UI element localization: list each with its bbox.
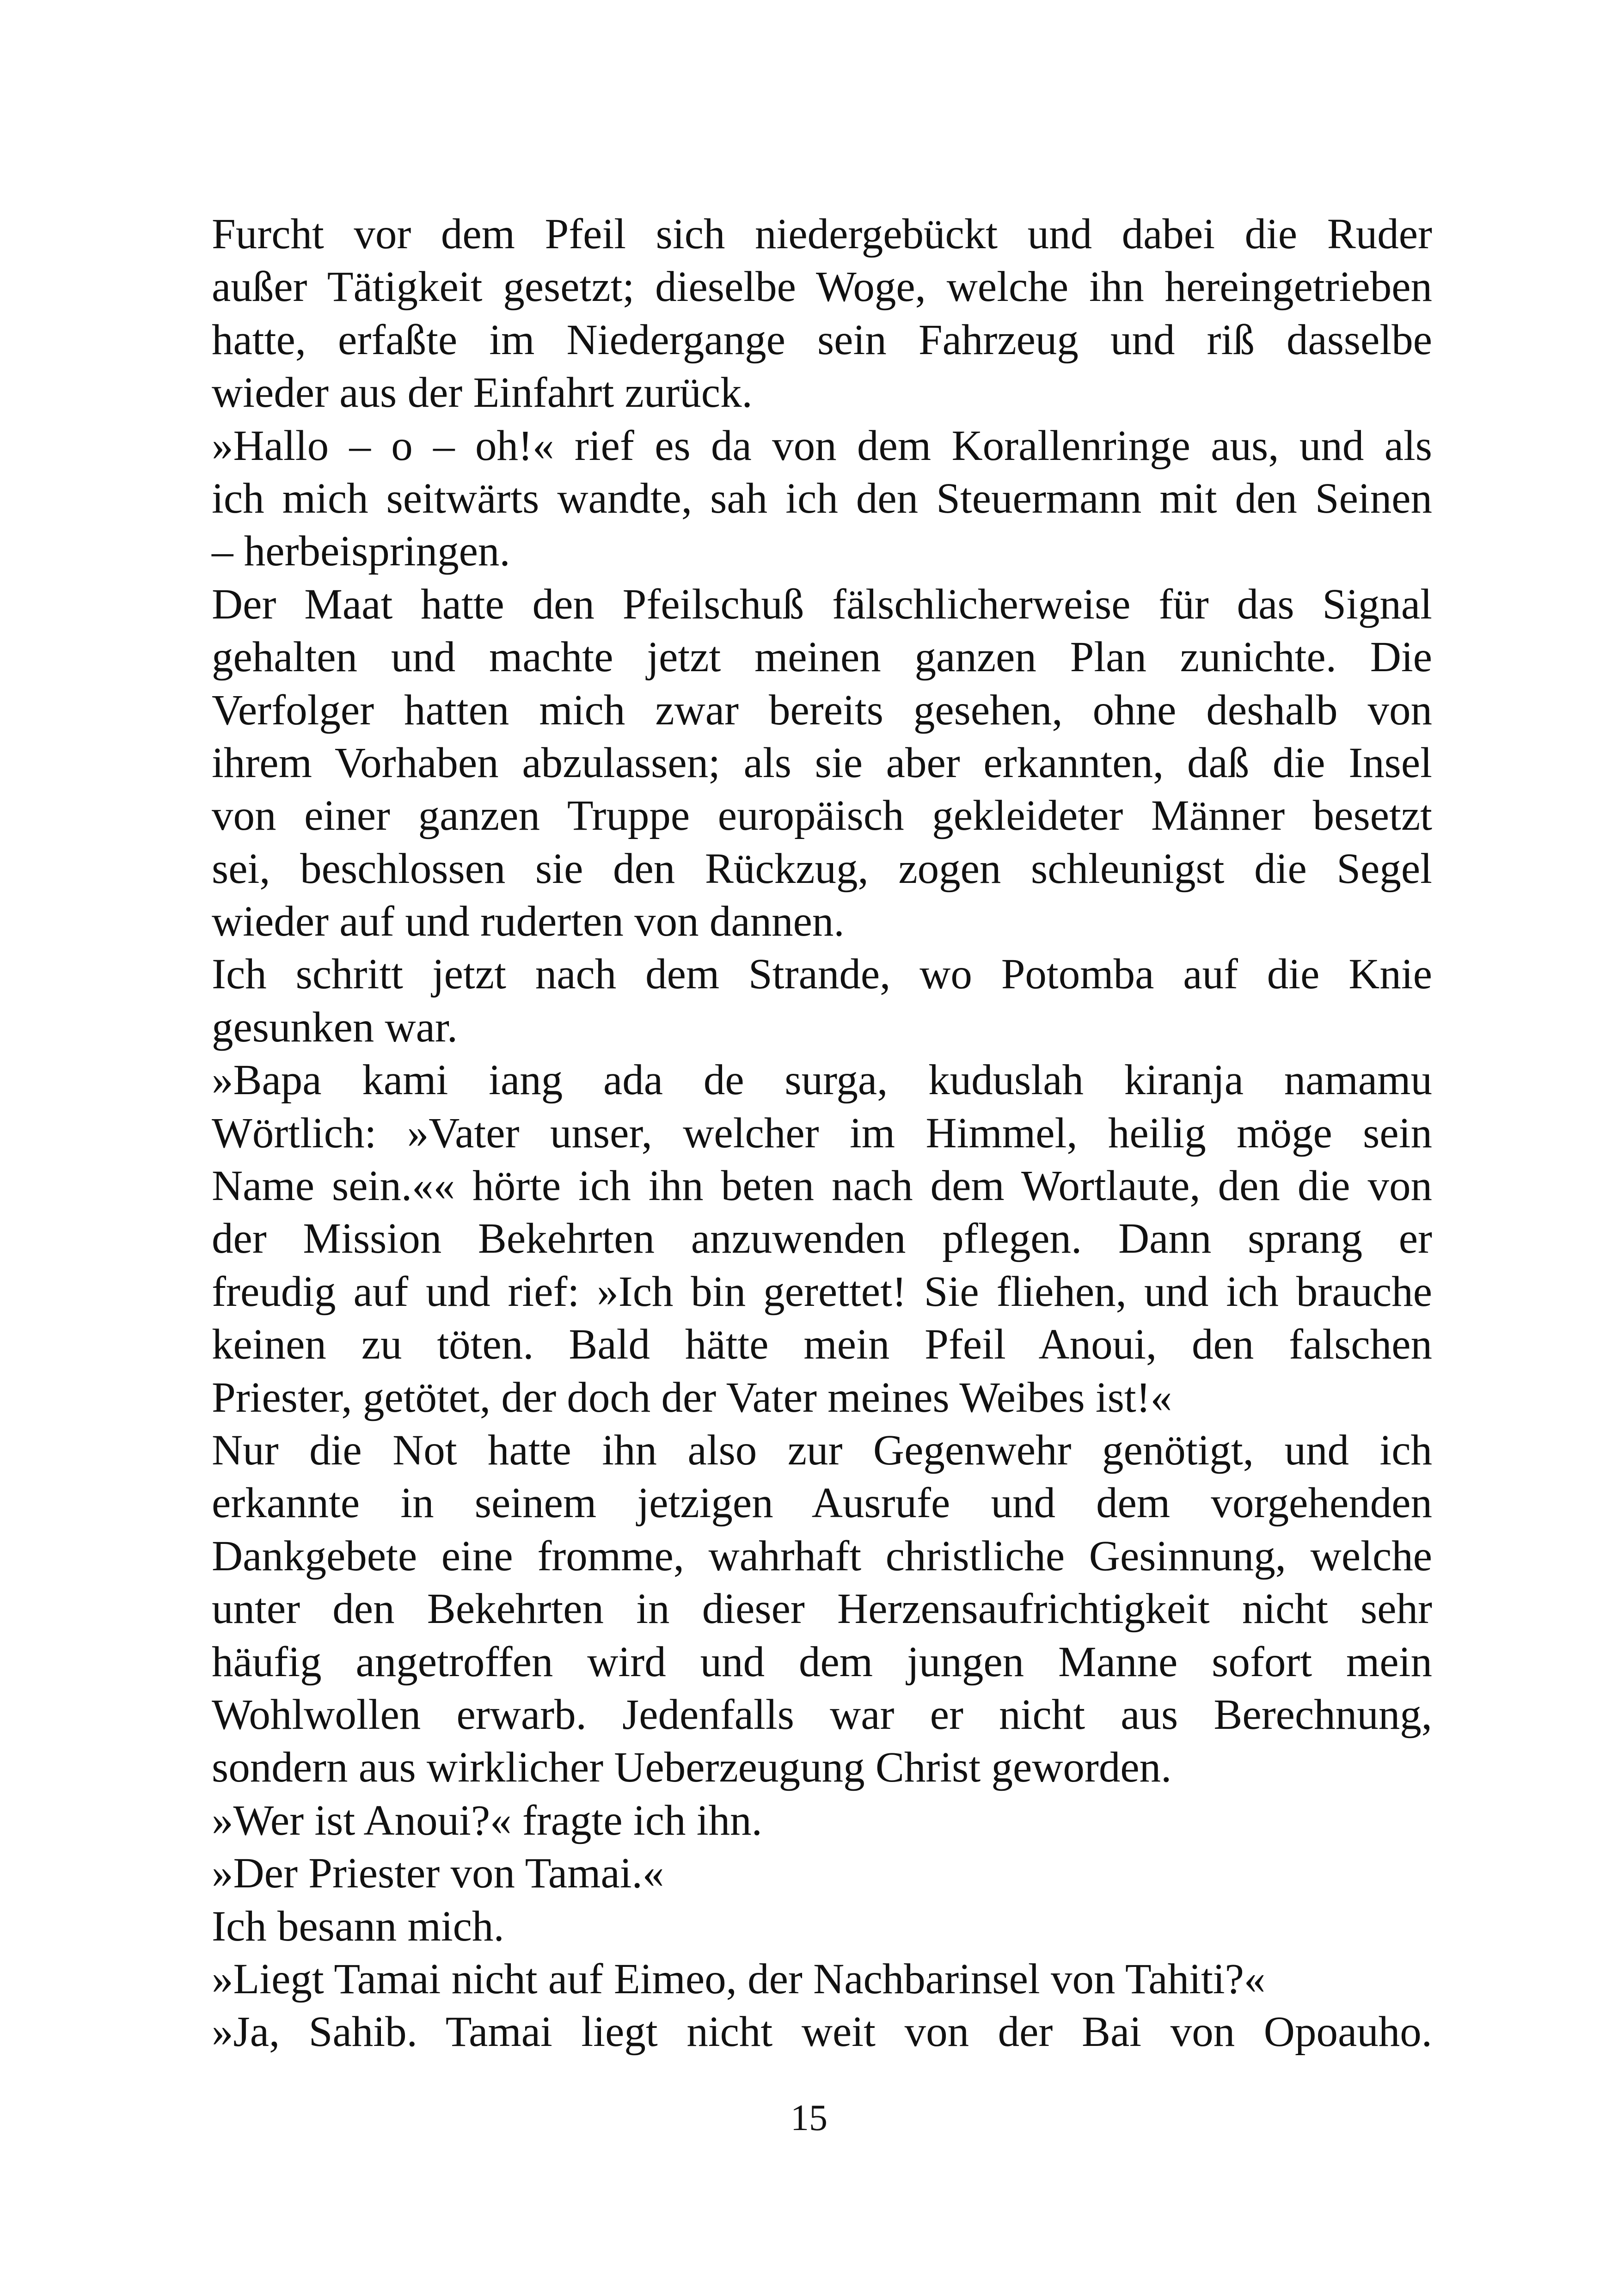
text-line: Priester, getötet, der doch der Vater meines Weibes ist!« [212,1373,1172,1421]
text-line: wieder aus der Einfahrt zurück. [212,369,753,417]
text-line: »Liegt Tamai nicht auf Eimeo, der Nachbarinsel von Tahiti?« [212,1955,1266,2003]
text-line: Wohlwollen erwarb. Jedenfalls war er nicht aus Berechnung, [212,1690,1432,1739]
text-line: Furcht vor dem Pfeil sich niedergebückt und dabei die Ruder [212,210,1432,258]
text-line: gesunken war. [212,1003,458,1051]
text-line: der Mission Bekehrten anzuwenden pflegen. Dann sprang er [212,1215,1432,1263]
text-line: von einer ganzen Truppe europäisch gekleideter Männer besetzt [212,792,1432,840]
text-line: Verfolger hatten mich zwar bereits gesehen, ohne deshalb von [212,686,1432,734]
text-line: erkannte in seinem jetzigen Ausrufe und dem vorgehenden [212,1479,1432,1527]
text-line: wieder auf und ruderten von dannen. [212,898,845,946]
text-line: ihrem Vorhaben abzulassen; als sie aber erkannten, daß die Insel [212,739,1432,787]
text-line: keinen zu töten. Bald hätte mein Pfeil Anoui, den falschen [212,1321,1432,1369]
text-line: »Wer ist Anoui?« fragte ich ihn. [212,1796,762,1844]
text-line: außer Tätigkeit gesetzt; dieselbe Woge, welche ihn hereingetrieben [212,263,1432,311]
page-number: 15 [791,2098,827,2138]
text-line: sei, beschlossen sie den Rückzug, zogen schleunigst die Segel [212,845,1432,893]
text-line: »Ja, Sahib. Tamai liegt nicht weit von der Bai von Opoauho. [212,2008,1432,2056]
text-line: häufig angetroffen wird und dem jungen Manne sofort mein [212,1638,1432,1686]
text-line: sondern aus wirklicher Ueberzeugung Christ geworden. [212,1744,1172,1792]
body-text [212,208,1432,2059]
text-line: Wörtlich: »Vater unser, welcher im Himmel, heilig möge sein [212,1109,1432,1157]
text-line: freudig auf und rief: »Ich bin gerettet! Sie fliehen, und ich brauche [212,1267,1432,1316]
text-line: Ich schritt jetzt nach dem Strande, wo Potomba auf die Knie [212,950,1432,998]
text-line: unter den Bekehrten in dieser Herzensaufrichtigkeit nicht sehr [212,1585,1432,1633]
text-line: Dankgebete eine fromme, wahrhaft christliche Gesinnung, welche [212,1532,1432,1580]
text-line: hatte, erfaßte im Niedergange sein Fahrzeug und riß dasselbe [212,316,1432,364]
text-line: – herbeispringen. [212,527,510,576]
text-line: Nur die Not hatte ihn also zur Gegenwehr genötigt, und ich [212,1426,1432,1474]
text-line: gehalten und machte jetzt meinen ganzen Plan zunichte. Die [212,633,1432,681]
text-line: Name sein.«« hörte ich ihn beten nach dem Wortlaute, den die von [212,1162,1432,1210]
text-line: »Hallo – o – oh!« rief es da von dem Korallenringe aus, und als [212,422,1432,470]
text-line: »Der Priester von Tamai.« [212,1849,664,1898]
text-line: »Bapa kami iang ada de surga, kuduslah kiranja namamu [212,1056,1432,1104]
text-line: Der Maat hatte den Pfeilschuß fälschlicherweise für das Signal [212,580,1432,628]
text-line: ich mich seitwärts wandte, sah ich den Steuermann mit den Seinen [212,474,1432,522]
text-line: Ich besann mich. [212,1902,504,1950]
